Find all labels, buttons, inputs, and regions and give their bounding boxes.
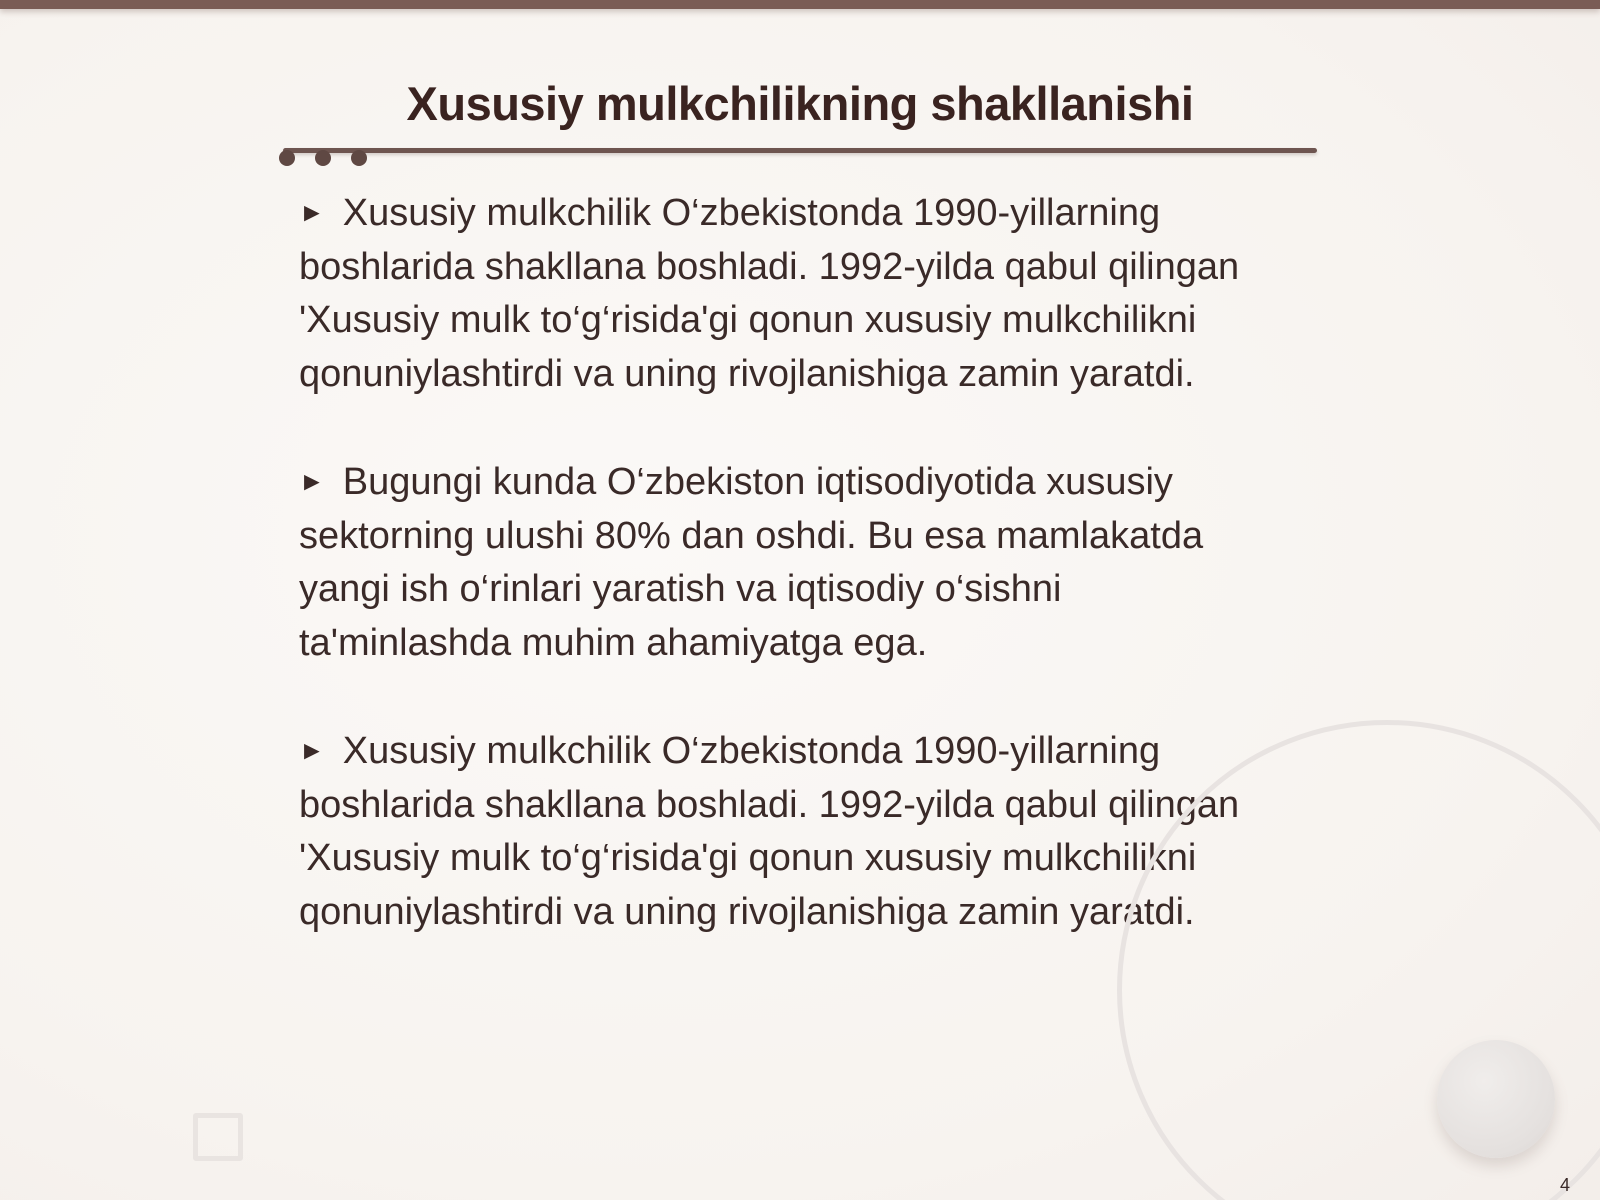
bullet-text: Xususiy mulkchilik O‘zbekistonda 1990-yillarning boshlarida shakllana boshladi. 1992-yilda qabul qilingan 'Xususiy mulk to‘g‘risida'gi qonun xususiy mulkchilikni qonuniylashtirdi va uning rivojlanishiga zamin yaratdi. [299,192,1240,395]
triangle-bullet-icon: ► [299,735,325,765]
underline-dot-1 [279,150,295,166]
triangle-bullet-icon: ► [299,197,325,227]
underline-dot-2 [315,150,331,166]
decorative-circle-ball [1437,1040,1555,1158]
decorative-square-outline [193,1113,243,1161]
title-underline [283,148,1317,153]
underline-dot-3 [351,150,367,166]
top-accent-bar [0,0,1600,9]
bullet-paragraph-2 [299,455,1279,670]
bullet-text: Bugungi kunda O‘zbekiston iqtisodiyotida xususiy sektorning ulushi 80% dan oshdi. Bu esa mamlakatda yangi ish o‘rinlari yaratish va iqtisodiy o‘sishni ta'minlashda muhim ahamiyatga ega. [299,461,1204,664]
page-number: 4 [1559,1175,1570,1195]
triangle-bullet-icon: ► [299,466,325,496]
bullet-paragraph-1 [299,186,1279,401]
bullet-text: Xususiy mulkchilik O‘zbekistonda 1990-yillarning boshlarida shakllana boshladi. 1992-yilda qabul qilingan 'Xususiy mulk to‘g‘risida'gi qonun xususiy mulkchilikni qonuniylashtirdi va uning rivojlanishiga zamin yaratdi. [299,730,1240,933]
slide-title: Xususiy mulkchilikning shakllanishi [406,77,1194,130]
bullet-list [299,186,1279,993]
